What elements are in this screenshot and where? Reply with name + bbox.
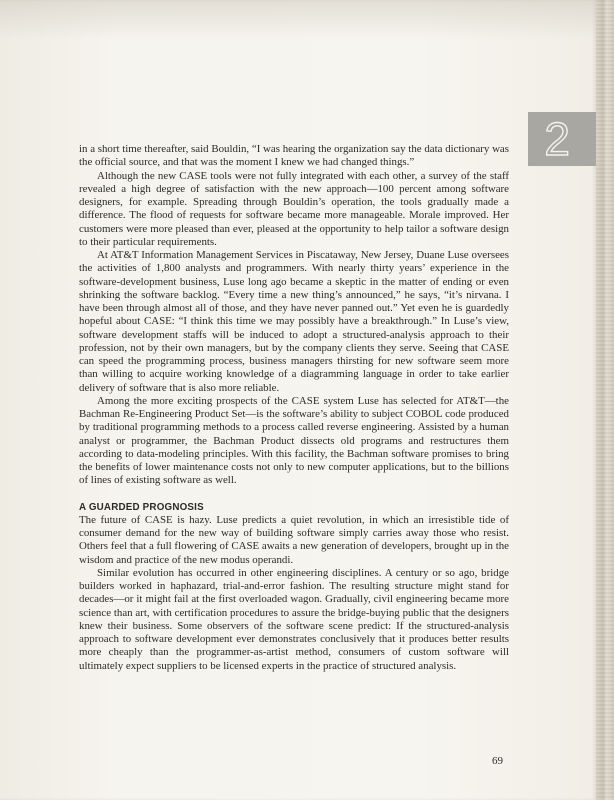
chapter-tab [528, 112, 596, 166]
page-top-shadow [0, 0, 596, 40]
section-gap [79, 488, 509, 501]
paragraph: Although the new CASE tools were not fully integrated with each other, a survey of the staff revealed a high degree of satisfaction with the new approach—100 percent among software designers, for example. Spreading through Bouldin’s operation, the tools gradually made a difference. The flood of requests for software became more manageable. Morale improved. Her customers were more pleased than ever, pleased at the opportunity to help tailor a software design to their particular requirements. [79, 169, 509, 248]
chapter-number: 2 [544, 113, 570, 165]
paragraph: Among the more exciting prospects of the CASE system Luse has selected for AT&T—the Bachman Re-Engineering Product Set—is the software’s ability to subject COBOL code produced by traditional programming methods to a process called reverse engineering. Assisted by a human analyst or programmer, the Bachman Product dissects old programs and restructures them according to data-modeling principles. With this facility, the Bachman software promises to bring the benefits of lower maintenance costs not only to new computer applications, but to the billions of lines of existing software as well. [79, 394, 509, 487]
paragraph: in a short time thereafter, said Bouldin, “I was hearing the organization say the data dictionary was the official source, and that was the moment I knew we had changed things.” [79, 143, 510, 169]
page-number: 69 [492, 755, 503, 767]
paragraph: Similar evolution has occurred in other engineering disciplines. A century or so ago, bridge builders worked in haphazard, trial-and-error fashion. The resulting structure might stand for decades—or it might fail at the first overloaded wagon. Gradually, civil engineering became more science than art, with certification procedures to assure the bridge-buying public that the designers knew their business. Some observers of the software scene predict: If the structured-analysis approach to software development ever demonstrates conclusively that it produces better results more cheaply than the programmer-as-artist method, consumers of custom software will ultimately expect suppliers to be licensed experts in the practice of structured analysis. [79, 566, 509, 672]
book-page-edges [596, 0, 614, 800]
paragraph: At AT&T Information Management Services in Piscataway, New Jersey, Duane Luse oversees the activities of 1,800 analysts and programmers. With nearly thirty years’ experience in the software-development business, Luse long ago became a skeptic in the matter of ending or even shrinking the software backlog. “Every time a new thing’s announced,” he says, “it’s nirvana. I have been through almost all of those, and they have never panned out.” Yet even he is guardedly hopeful about CASE: “I think this time we may possibly have a breakthrough.” In Luse’s view, software development staffs will be induced to adopt a structured-analysis approach to their profession, not by their own managers, but by the company clients they serve. Seeing that CASE can speed the programming process, business managers thirsting for new software seem more than willing to acquire working knowledge of a diagramming language in order to take earlier delivery of software that is also more reliable. [79, 249, 509, 394]
body-text [79, 143, 509, 673]
section-heading: A GUARDED PROGNOSIS [79, 501, 204, 513]
paragraph: The future of CASE is hazy. Luse predicts a quiet revolution, in which an irresistible tide of consumer demand for the new way of building software simply carries away those who resist. Others feel that a full flowering of CASE awaits a new generation of developers, brought up in the wisdom and practice of the new modus operandi. [79, 513, 509, 566]
